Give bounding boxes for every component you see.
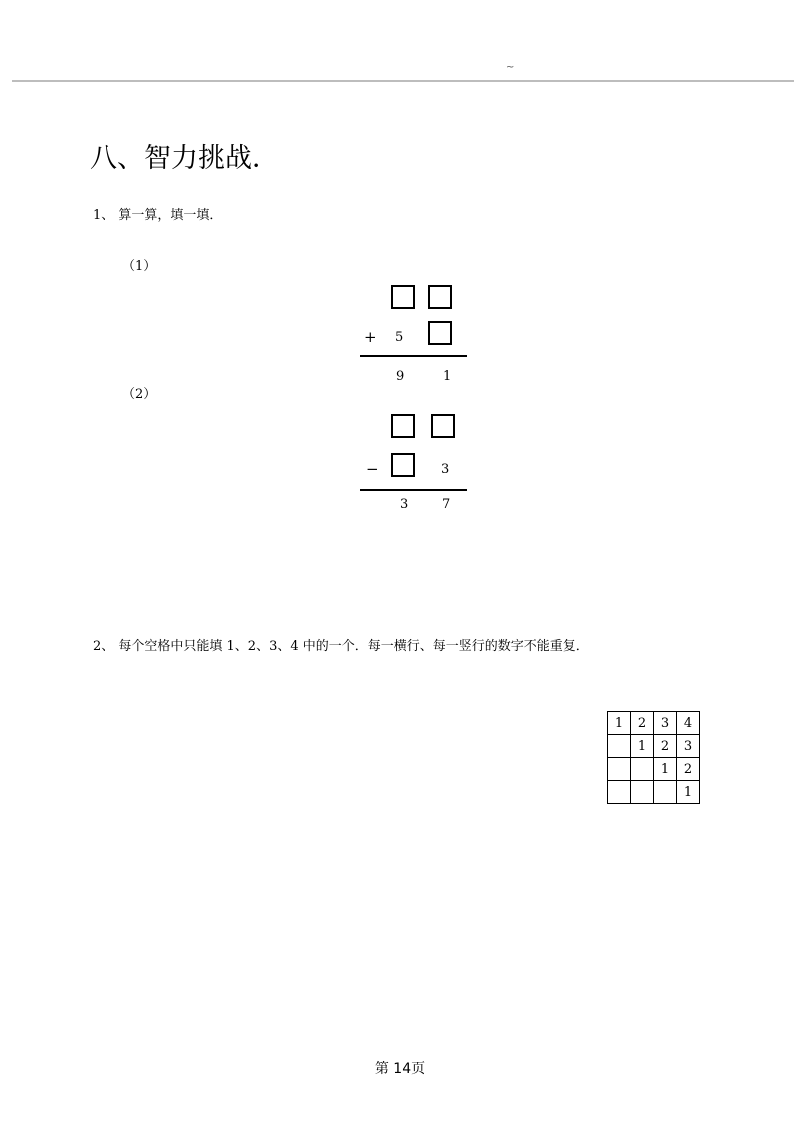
part-2-label: （2）	[122, 387, 157, 402]
grid-cell: 3	[654, 712, 677, 735]
result-digit: 9	[396, 369, 405, 384]
part-1-label: （1）	[122, 259, 157, 274]
answer-box[interactable]	[428, 285, 452, 309]
sum-line	[360, 355, 467, 357]
grid-cell: 1	[654, 758, 677, 781]
grid-cell: 2	[631, 712, 654, 735]
grid-cell-empty[interactable]	[631, 781, 654, 804]
grid-cell: 1	[608, 712, 631, 735]
answer-box[interactable]	[391, 453, 415, 477]
result-digit: 7	[442, 497, 451, 512]
result-digit: 1	[443, 369, 452, 384]
result-digit: 3	[400, 497, 409, 512]
grid-cell: 4	[677, 712, 700, 735]
answer-box[interactable]	[431, 414, 455, 438]
difference-line	[360, 489, 467, 491]
subtrahend-digit: 3	[441, 462, 450, 477]
grid-row	[608, 712, 700, 735]
minus-sign: −	[366, 460, 379, 478]
grid-row	[608, 758, 700, 781]
answer-box[interactable]	[428, 321, 452, 345]
question-1-text: 1、 算一算，填一填．	[93, 208, 223, 223]
grid-cell-empty[interactable]	[608, 758, 631, 781]
grid-row	[608, 735, 700, 758]
grid-cell: 1	[677, 781, 700, 804]
grid-cell: 2	[677, 758, 700, 781]
grid-cell: 3	[677, 735, 700, 758]
grid-cell-empty[interactable]	[608, 781, 631, 804]
grid-cell-empty[interactable]	[608, 735, 631, 758]
grid-row	[608, 781, 700, 804]
answer-box[interactable]	[391, 414, 415, 438]
header-divider	[12, 80, 794, 82]
grid-cell-empty[interactable]	[631, 758, 654, 781]
grid-cell-empty[interactable]	[654, 781, 677, 804]
page-number: 第 14页	[374, 1061, 426, 1077]
answer-box[interactable]	[391, 285, 415, 309]
addend-digit: 5	[395, 330, 404, 345]
number-grid	[607, 711, 700, 804]
grid-cell: 2	[654, 735, 677, 758]
header-mark: ~	[506, 62, 515, 73]
grid-cell: 1	[631, 735, 654, 758]
question-2-text: 2、 每个空格中只能填 1、2、3、4 中的一个．每一横行、每一竖行的数字不能重复．	[93, 639, 589, 654]
section-title: 八、智力挑战．	[90, 143, 279, 174]
plus-sign: +	[364, 328, 377, 346]
